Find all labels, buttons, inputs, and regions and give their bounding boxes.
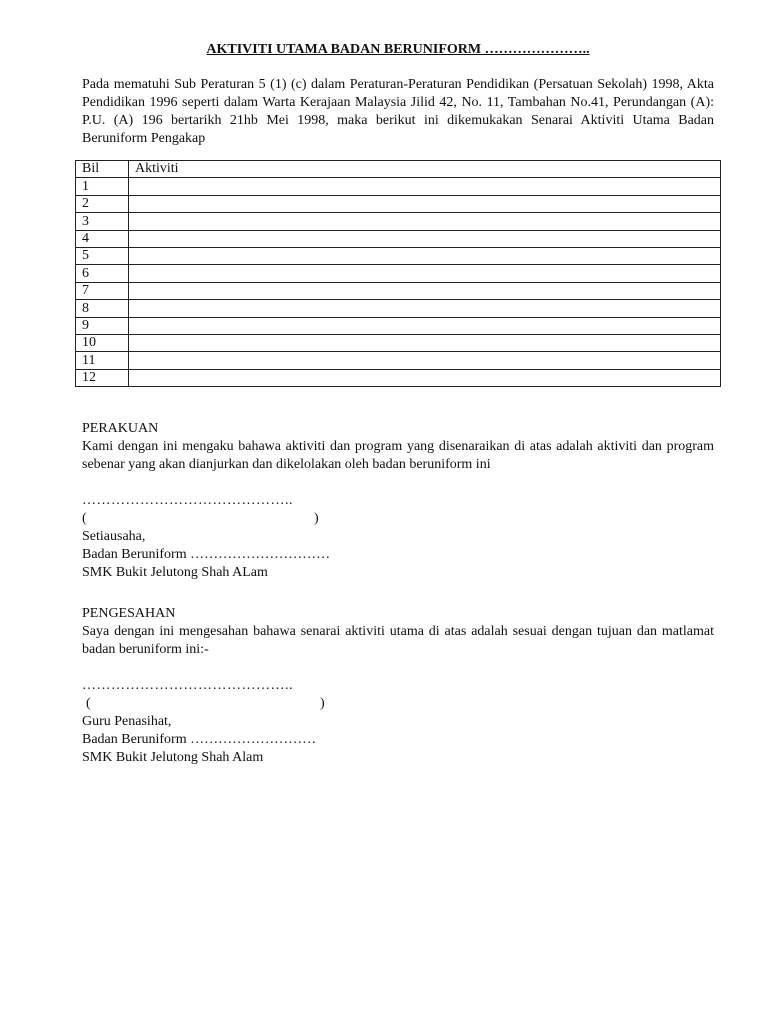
signature-dots: ……………………………………..: [82, 493, 293, 508]
row-activity: [129, 369, 721, 386]
perakuan-heading: PERAKUAN: [82, 421, 159, 436]
table-row: [76, 230, 721, 247]
header-bil: Bil: [76, 161, 129, 178]
row-number: 7: [76, 282, 129, 299]
table-row: [76, 213, 721, 230]
table-row: [76, 369, 721, 386]
row-activity: [129, 178, 721, 195]
row-activity: [129, 352, 721, 369]
perakuan-signature-line: [82, 492, 714, 510]
row-activity: [129, 317, 721, 334]
pengesahan-section: [82, 605, 714, 767]
document-page: [82, 40, 714, 765]
pengesahan-body: Saya dengan ini mengesahan bahawa senarai aktiviti utama di atas adalah sesuai dengan tujuan dan matlamat badan beruniform ini:-: [82, 624, 714, 657]
table-row: [76, 265, 721, 282]
open-bracket: (: [86, 696, 91, 711]
perakuan-unit: Badan Beruniform …………………………: [82, 547, 331, 562]
row-activity: [129, 300, 721, 317]
perakuan-school: SMK Bukit Jelutong Shah ALam: [82, 565, 268, 580]
perakuan-section: [82, 420, 714, 582]
header-aktiviti: Aktiviti: [129, 161, 721, 178]
open-bracket: (: [82, 511, 87, 526]
row-number: 2: [76, 195, 129, 212]
intro-paragraph: Pada mematuhi Sub Peraturan 5 (1) (c) dalam Peraturan-Peraturan Pendidikan (Persatuan Sekolah) 1998, Akta Pendidikan 1996 seperti dalam Warta Kerajaan Malaysia Jilid 42, No. 11, Tambahan No.41, Perundangan (A): P.U. (A) 196 bertarikh 21hb Mei 1998, maka berikut ini dikemukakan Senarai Aktiviti Utama Badan Beruniform Pengakap: [82, 77, 714, 146]
row-activity: [129, 213, 721, 230]
close-bracket: ): [320, 696, 325, 711]
perakuan-role: Setiausaha,: [82, 529, 146, 544]
row-number: 1: [76, 178, 129, 195]
row-number: 3: [76, 213, 129, 230]
close-bracket: ): [314, 511, 319, 526]
row-number: 5: [76, 247, 129, 264]
table-row: [76, 334, 721, 351]
pengesahan-unit: Badan Beruniform ………………………: [82, 732, 317, 747]
row-activity: [129, 195, 721, 212]
activity-table: [75, 160, 721, 387]
table-row: [76, 300, 721, 317]
row-number: 11: [76, 352, 129, 369]
row-number: 8: [76, 300, 129, 317]
signature-dots: ……………………………………..: [82, 678, 293, 693]
row-activity: [129, 282, 721, 299]
row-number: 9: [76, 317, 129, 334]
pengesahan-signature-line: [82, 677, 714, 695]
table-row: [76, 178, 721, 195]
table-header-row: [76, 161, 721, 178]
row-activity: [129, 247, 721, 264]
row-number: 10: [76, 334, 129, 351]
row-number: 4: [76, 230, 129, 247]
pengesahan-role: Guru Penasihat,: [82, 714, 172, 729]
perakuan-name-brackets: [82, 510, 714, 528]
pengesahan-heading: PENGESAHAN: [82, 606, 176, 621]
document-title: AKTIVITI UTAMA BADAN BERUNIFORM …………………..: [206, 42, 590, 57]
perakuan-body: Kami dengan ini mengaku bahawa aktiviti dan program yang disenaraikan di atas adalah aktiviti dan program sebenar yang akan dianjurkan dan dikelolakan oleh badan beruniform ini: [82, 439, 714, 472]
table-row: [76, 317, 721, 334]
row-activity: [129, 265, 721, 282]
table-row: [76, 352, 721, 369]
row-number: 6: [76, 265, 129, 282]
table-body: [76, 178, 721, 387]
table-row: [76, 247, 721, 264]
row-activity: [129, 230, 721, 247]
pengesahan-name-brackets: [82, 695, 714, 713]
row-number: 12: [76, 369, 129, 386]
pengesahan-school: SMK Bukit Jelutong Shah Alam: [82, 750, 264, 765]
table-row: [76, 282, 721, 299]
table-row: [76, 195, 721, 212]
row-activity: [129, 334, 721, 351]
